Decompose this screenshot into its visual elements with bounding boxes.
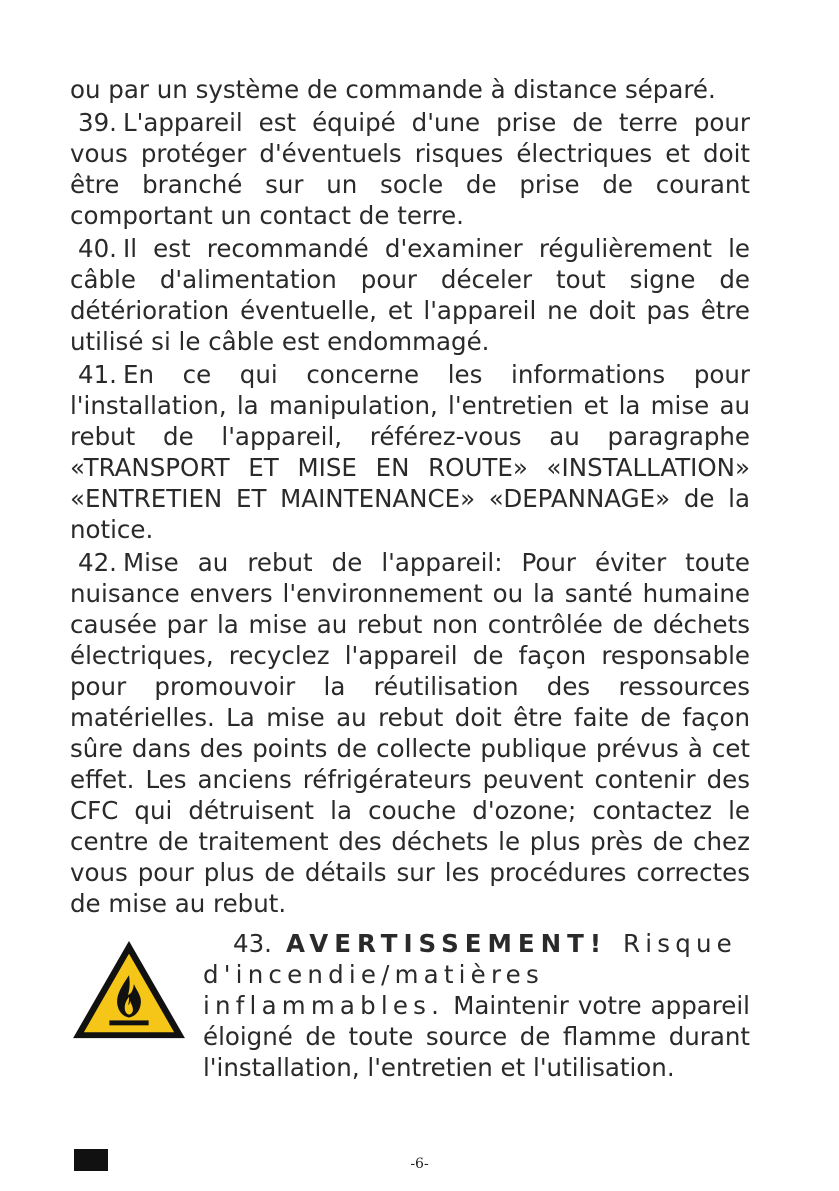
warning-title: AVERTISSEMENT! — [285, 929, 607, 958]
paragraph-text: L'appareil est équipé d'une prise de terre pour vous protéger d'éventuels risques électriques et doit être branché sur un socle de prise de courant comportant un contact de terre. — [70, 108, 750, 230]
paragraph-41 — [70, 359, 750, 545]
paragraph-number: 41. — [78, 360, 117, 389]
paragraph-text: Mise au rebut de l'appareil: Pour éviter toute nuisance envers l'environnement ou la santé humaine causée par la mise au rebut non contrôlée de déchets électriques, recyclez l'appareil de façon responsable pour promouvoir la réutilisation des ressources matérielles. La mise au rebut doit être faite de façon sûre dans des points de collecte publique prévus à cet effet. Les anciens réfrigérateurs peuvent contenir des CFC qui détruisent la couche d'ozone; contactez le centre de traitement des déchets le plus près de chez vous pour plus de détails sur les procédures correctes de mise au rebut. — [70, 548, 750, 918]
paragraph-42 — [70, 547, 750, 919]
paragraph-text: En ce qui concerne les informations pour l'installation, la manipulation, l'entretien et la mise au rebut de l'appareil, référez-vous au paragraphe «TRANSPORT ET MISE EN ROUTE» «INSTALLATION» «ENTRETIEN ET MAINTENANCE» «DEPANNAGE» de la notice. — [70, 360, 750, 544]
warning-subtitle: Risque d'incendie/matières inflammables. — [203, 929, 737, 1020]
flammable-warning-icon — [70, 938, 188, 1042]
paragraph-text: ou par un système de commande à distance séparé. — [70, 75, 716, 104]
paragraph-39 — [70, 107, 750, 231]
paragraph-number: 43. — [233, 929, 272, 958]
fire-warning-section — [70, 928, 750, 1082]
paragraph-40 — [70, 233, 750, 357]
page-number: -6- — [410, 1156, 429, 1172]
paragraph-number: 40. — [78, 234, 117, 263]
warning-text — [203, 928, 750, 1083]
paragraph-continuation — [70, 74, 750, 105]
paragraph-number: 39. — [78, 108, 117, 137]
warning-body: Maintenir votre appareil éloigné de toute source de flamme durant l'installation, l'entretien et l'utilisation. — [203, 991, 750, 1082]
paragraph-number: 42. — [78, 548, 117, 577]
paragraph-text: Il est recommandé d'examiner régulièrement le câble d'alimentation pour déceler tout signe de détérioration éventuelle, et l'appareil ne doit pas être utilisé si le câble est endommagé. — [70, 234, 750, 356]
safety-instructions — [70, 74, 750, 921]
